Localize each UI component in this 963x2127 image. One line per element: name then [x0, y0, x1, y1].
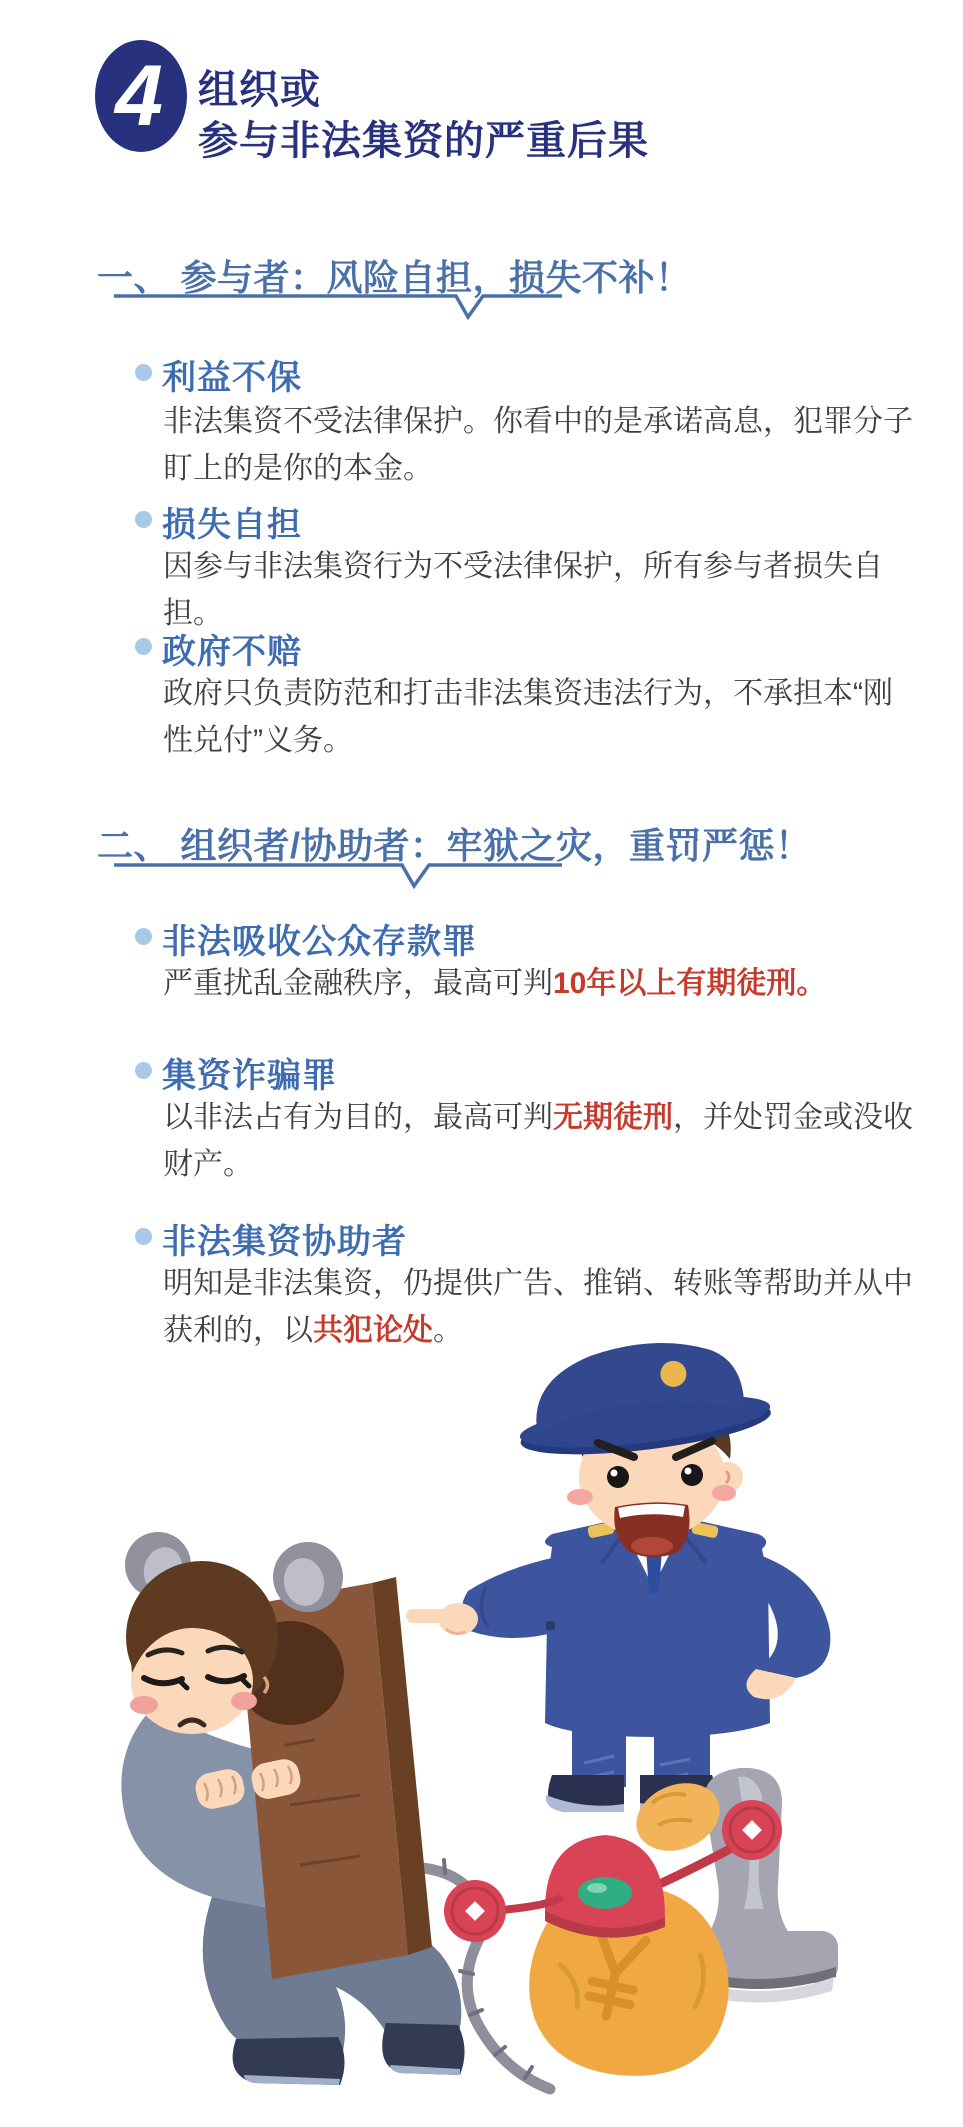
police-hat-icon — [511, 1329, 774, 1464]
item-body-text: 政府只负责防范和打击非法集资违法行为，不承担本“刚性兑付”义务。 — [163, 677, 893, 757]
section-number-badge — [95, 40, 187, 152]
item-body — [163, 670, 921, 764]
item-title: 损失自担 — [162, 506, 302, 544]
blush — [567, 1489, 593, 1505]
item-body-text: 以非法占有为目的，最高可判 — [163, 1101, 553, 1134]
item-body-highlight: 10年以上有期徒刑。 — [553, 967, 827, 1000]
item-body-highlight: 共犯论处 — [313, 1314, 433, 1347]
blush — [130, 1696, 158, 1714]
illustration — [40, 1325, 920, 2115]
item-body-highlight: 无期徒刑 — [553, 1101, 673, 1134]
page-title — [198, 65, 649, 167]
page-title-line2: 参与非法集资的严重后果 — [198, 118, 649, 163]
item-title: 政府不赔 — [162, 633, 302, 671]
item-title: 非法吸收公众存款罪 — [162, 923, 477, 961]
green-gem — [578, 1877, 632, 1909]
item-body-tail: ，并处罚金或没收财产。 — [163, 1101, 913, 1181]
blush — [712, 1485, 736, 1501]
bullet-dot-icon — [135, 1228, 152, 1245]
bullet-dot-icon — [135, 364, 152, 381]
section-2-heading: 二、 组织者/协助者：牢狱之灾，重罚严惩！ — [97, 825, 812, 866]
item-body-text: 非法集资不受法律保护。你看中的是承诺高息，犯罪分子盯上的是你的本金。 — [163, 405, 913, 485]
item-body — [163, 1094, 921, 1188]
money-bag-illustration — [502, 1771, 730, 2076]
item-title: 利益不保 — [162, 359, 302, 397]
blush — [231, 1692, 257, 1710]
tail-coin-charm — [444, 1880, 506, 1942]
bullet-dot-icon — [135, 928, 152, 945]
section-underline-decoration — [112, 292, 564, 322]
bullet-dot-icon — [135, 1062, 152, 1079]
bullet-dot-icon — [135, 638, 152, 655]
item-body-text: 明知是非法集资，仍提供广告、推销、转账等帮助并从中获利的，以 — [163, 1267, 913, 1347]
bullet-dot-icon — [135, 511, 152, 528]
officer-pointing-arm — [461, 1557, 560, 1638]
section-underline-decoration — [112, 861, 564, 891]
bag-red-cap — [545, 1835, 665, 1938]
item-title: 非法集资协助者 — [162, 1223, 407, 1261]
item-body — [163, 398, 921, 492]
item-body-tail: 。 — [433, 1314, 463, 1347]
section-1-heading: 一、 参与者：风险自担，损失不补！ — [97, 257, 692, 298]
police-officer-illustration — [406, 1329, 830, 1812]
item-body — [163, 543, 921, 637]
badge-number: 4 — [115, 47, 163, 144]
pointing-hand-icon — [406, 1603, 478, 1635]
page-title-line1: 组织或 — [198, 67, 321, 112]
item-title: 集资诈骗罪 — [162, 1057, 337, 1095]
item-body-text: 因参与非法集资行为不受法律保护，所有参与者损失自担。 — [163, 550, 883, 630]
item-body — [163, 960, 921, 1007]
item-body-text: 严重扰乱金融秩序，最高可判 — [163, 967, 553, 1000]
